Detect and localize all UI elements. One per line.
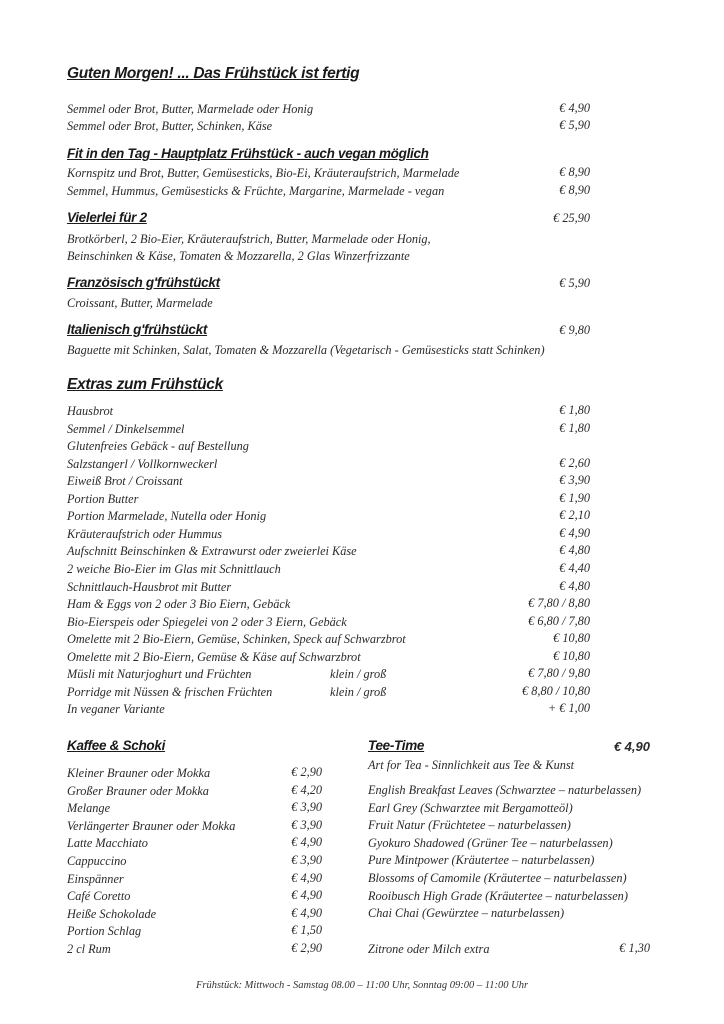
extras-item-price: € 7,80 / 9,80 (528, 666, 590, 680)
extras-item-name: Müsli mit Naturjoghurt und Früchten (67, 667, 252, 681)
extras-item-price: € 3,90 (559, 473, 590, 487)
kaffee-item-name: Heiße Schokolade (67, 907, 157, 921)
extras-item-price: € 10,80 (553, 631, 590, 645)
extras-item-price: € 4,90 (559, 526, 590, 540)
extras-item-price: € 1,80 (559, 421, 590, 435)
extras-item-name: Eiweiß Brot / Croissant (67, 474, 183, 488)
tee-item-name: Rooibusch High Grade (Kräutertee – naturbelassen) (368, 889, 628, 903)
kaffee-item-price: € 1,50 (291, 923, 322, 937)
tee-subtitle: Art for Tea - Sinnlichkeit aus Tee & Kunst (368, 758, 575, 772)
extras-item-name: Omelette mit 2 Bio-Eiern, Gemüse & Käse auf Schwarzbrot (67, 650, 361, 664)
kaffee-item-price: € 4,90 (291, 871, 322, 885)
extras-item-price: € 10,80 (553, 649, 590, 663)
menu-item-price: € 5,90 (559, 118, 590, 132)
extras-item-price: + € 1,00 (547, 701, 590, 715)
menu-item-name: Kornspitz und Brot, Butter, Gemüsesticks, Bio-Ei, Kräuteraufstrich, Marmelade (67, 166, 460, 180)
extras-item-name: Salzstangerl / Vollkornweckerl (67, 457, 218, 471)
kaffee-item-price: € 4,90 (291, 906, 322, 920)
extras-item-price: € 4,80 (559, 543, 590, 557)
extras-item-name: Omelette mit 2 Bio-Eiern, Gemüse, Schinken, Speck auf Schwarzbrot (67, 632, 406, 646)
extras-item-name: Portion Butter (67, 492, 139, 506)
extras-item-size: klein / groß (330, 685, 387, 699)
menu-item-price: € 8,90 (559, 183, 590, 197)
kaffee-item-price: € 3,90 (291, 818, 322, 832)
kaffee-item-price: € 3,90 (291, 800, 322, 814)
section-heading-vielerlei: Vielerlei für 2 (67, 210, 147, 225)
menu-item-description: Baguette mit Schinken, Salat, Tomaten & Mozzarella (Vegetarisch - Gemüsesticks statt Schinken) (67, 343, 545, 357)
menu-item-price: € 8,90 (559, 165, 590, 179)
kaffee-item-name: Einspänner (67, 872, 124, 886)
section-heading-extras: Extras zum Frühstück (67, 376, 223, 393)
kaffee-item-price: € 4,90 (291, 835, 322, 849)
menu-item-price: € 25,90 (553, 211, 590, 225)
kaffee-item-name: Melange (67, 801, 111, 815)
extras-item-price: € 7,80 / 8,80 (528, 596, 590, 610)
extras-item-name: Schnittlauch-Hausbrot mit Butter (67, 580, 232, 594)
kaffee-item-price: € 3,90 (291, 853, 322, 867)
menu-item-price: € 4,90 (559, 101, 590, 115)
extras-item-name: Portion Marmelade, Nutella oder Honig (67, 509, 267, 523)
extras-item-name: Porridge mit Nüssen & frischen Früchten (67, 685, 273, 699)
kaffee-item-name: Cappuccino (67, 854, 127, 868)
section-heading-tee: Tee-Time (368, 738, 425, 753)
menu-item-description: Beinschinken & Käse, Tomaten & Mozzarella, 2 Glas Winzerfrizzante (67, 249, 410, 263)
kaffee-item-name: Café Coretto (67, 889, 131, 903)
opening-hours-footer: Frühstück: Mittwoch - Samstag 08.00 – 11:00 Uhr, Sonntag 09:00 – 11:00 Uhr (195, 980, 529, 991)
kaffee-item-price: € 4,90 (291, 888, 322, 902)
kaffee-item-name: Verlängerter Brauner oder Mokka (67, 819, 236, 833)
extras-item-name: In veganer Variante (67, 702, 165, 716)
section-heading-franzoesisch: Französisch g'frühstückt (67, 275, 220, 290)
menu-item-description: Croissant, Butter, Marmelade (67, 296, 213, 310)
extras-item-price: € 1,90 (559, 491, 590, 505)
extras-item-name: Glutenfreies Gebäck - auf Bestellung (67, 439, 249, 453)
menu-item-name: Semmel oder Brot, Butter, Marmelade oder Honig (67, 102, 314, 116)
kaffee-item-name: 2 cl Rum (67, 942, 111, 956)
kaffee-item-price: € 4,20 (291, 783, 322, 797)
tee-item-name: Chai Chai (Gewürztee – naturbelassen) (368, 906, 565, 920)
kaffee-item-price: € 2,90 (291, 941, 322, 955)
tee-item-name: English Breakfast Leaves (Schwarztee – naturbelassen) (368, 783, 642, 797)
tee-price: € 4,90 (613, 739, 650, 754)
menu-item-price: € 5,90 (559, 276, 590, 290)
kaffee-item-name: Portion Schlag (67, 924, 142, 938)
extras-item-price: € 8,80 / 10,80 (522, 684, 590, 698)
extras-item-name: 2 weiche Bio-Eier im Glas mit Schnittlauch (67, 562, 281, 576)
extras-item-price: € 4,40 (559, 561, 590, 575)
extras-item-name: Hausbrot (67, 404, 114, 418)
section-heading-italienisch: Italienisch g'frühstückt (67, 322, 208, 337)
menu-item-description: Brotkörberl, 2 Bio-Eier, Kräuteraufstrich, Butter, Marmelade oder Honig, (67, 232, 431, 246)
extras-item-price: € 2,60 (559, 456, 590, 470)
extras-item-name: Bio-Eierspeis oder Spiegelei von 2 oder 3 Eiern, Gebäck (67, 615, 347, 629)
tee-item-name: Gyokuro Shadowed (Grüner Tee – naturbelassen) (368, 836, 613, 850)
section-heading-fit: Fit in den Tag - Hauptplatz Frühstück - auch vegan möglich (67, 146, 429, 161)
extras-item-name: Ham & Eggs von 2 oder 3 Bio Eiern, Gebäck (67, 597, 291, 611)
menu-item-name: Semmel, Hummus, Gemüsesticks & Früchte, Margarine, Marmelade - vegan (67, 184, 445, 198)
extras-item-name: Semmel / Dinkelsemmel (67, 422, 185, 436)
extras-item-price: € 4,80 (559, 579, 590, 593)
kaffee-item-price: € 2,90 (291, 765, 322, 779)
kaffee-item-name: Latte Macchiato (67, 836, 148, 850)
page-title: Guten Morgen! ... Das Frühstück ist fertig (67, 65, 360, 82)
section-heading-kaffee: Kaffee & Schoki (67, 738, 166, 753)
extras-item-price: € 2,10 (559, 508, 590, 522)
tee-item-name: Fruit Natur (Früchtetee – naturbelassen) (368, 818, 571, 832)
tee-item-name: Earl Grey (Schwarztee mit Bergamotteöl) (368, 801, 573, 815)
menu-item-price: € 1,30 (619, 941, 650, 955)
menu-item-price: € 9,80 (559, 323, 590, 337)
extras-item-name: Kräuteraufstrich oder Hummus (67, 527, 223, 541)
kaffee-item-name: Kleiner Brauner oder Mokka (67, 766, 211, 780)
extras-item-name: Aufschnitt Beinschinken & Extrawurst oder zweierlei Käse (67, 544, 357, 558)
extras-item-size: klein / groß (330, 667, 387, 681)
menu-item-name: Semmel oder Brot, Butter, Schinken, Käse (67, 119, 273, 133)
tee-item-name: Pure Mintpower (Kräutertee – naturbelassen) (368, 853, 595, 867)
tee-item-name: Blossoms of Camomile (Kräutertee – naturbelassen) (368, 871, 627, 885)
extras-item-price: € 1,80 (559, 403, 590, 417)
menu-item-name: Zitrone oder Milch extra (368, 942, 490, 956)
kaffee-item-name: Großer Brauner oder Mokka (67, 784, 209, 798)
extras-item-price: € 6,80 / 7,80 (528, 614, 590, 628)
